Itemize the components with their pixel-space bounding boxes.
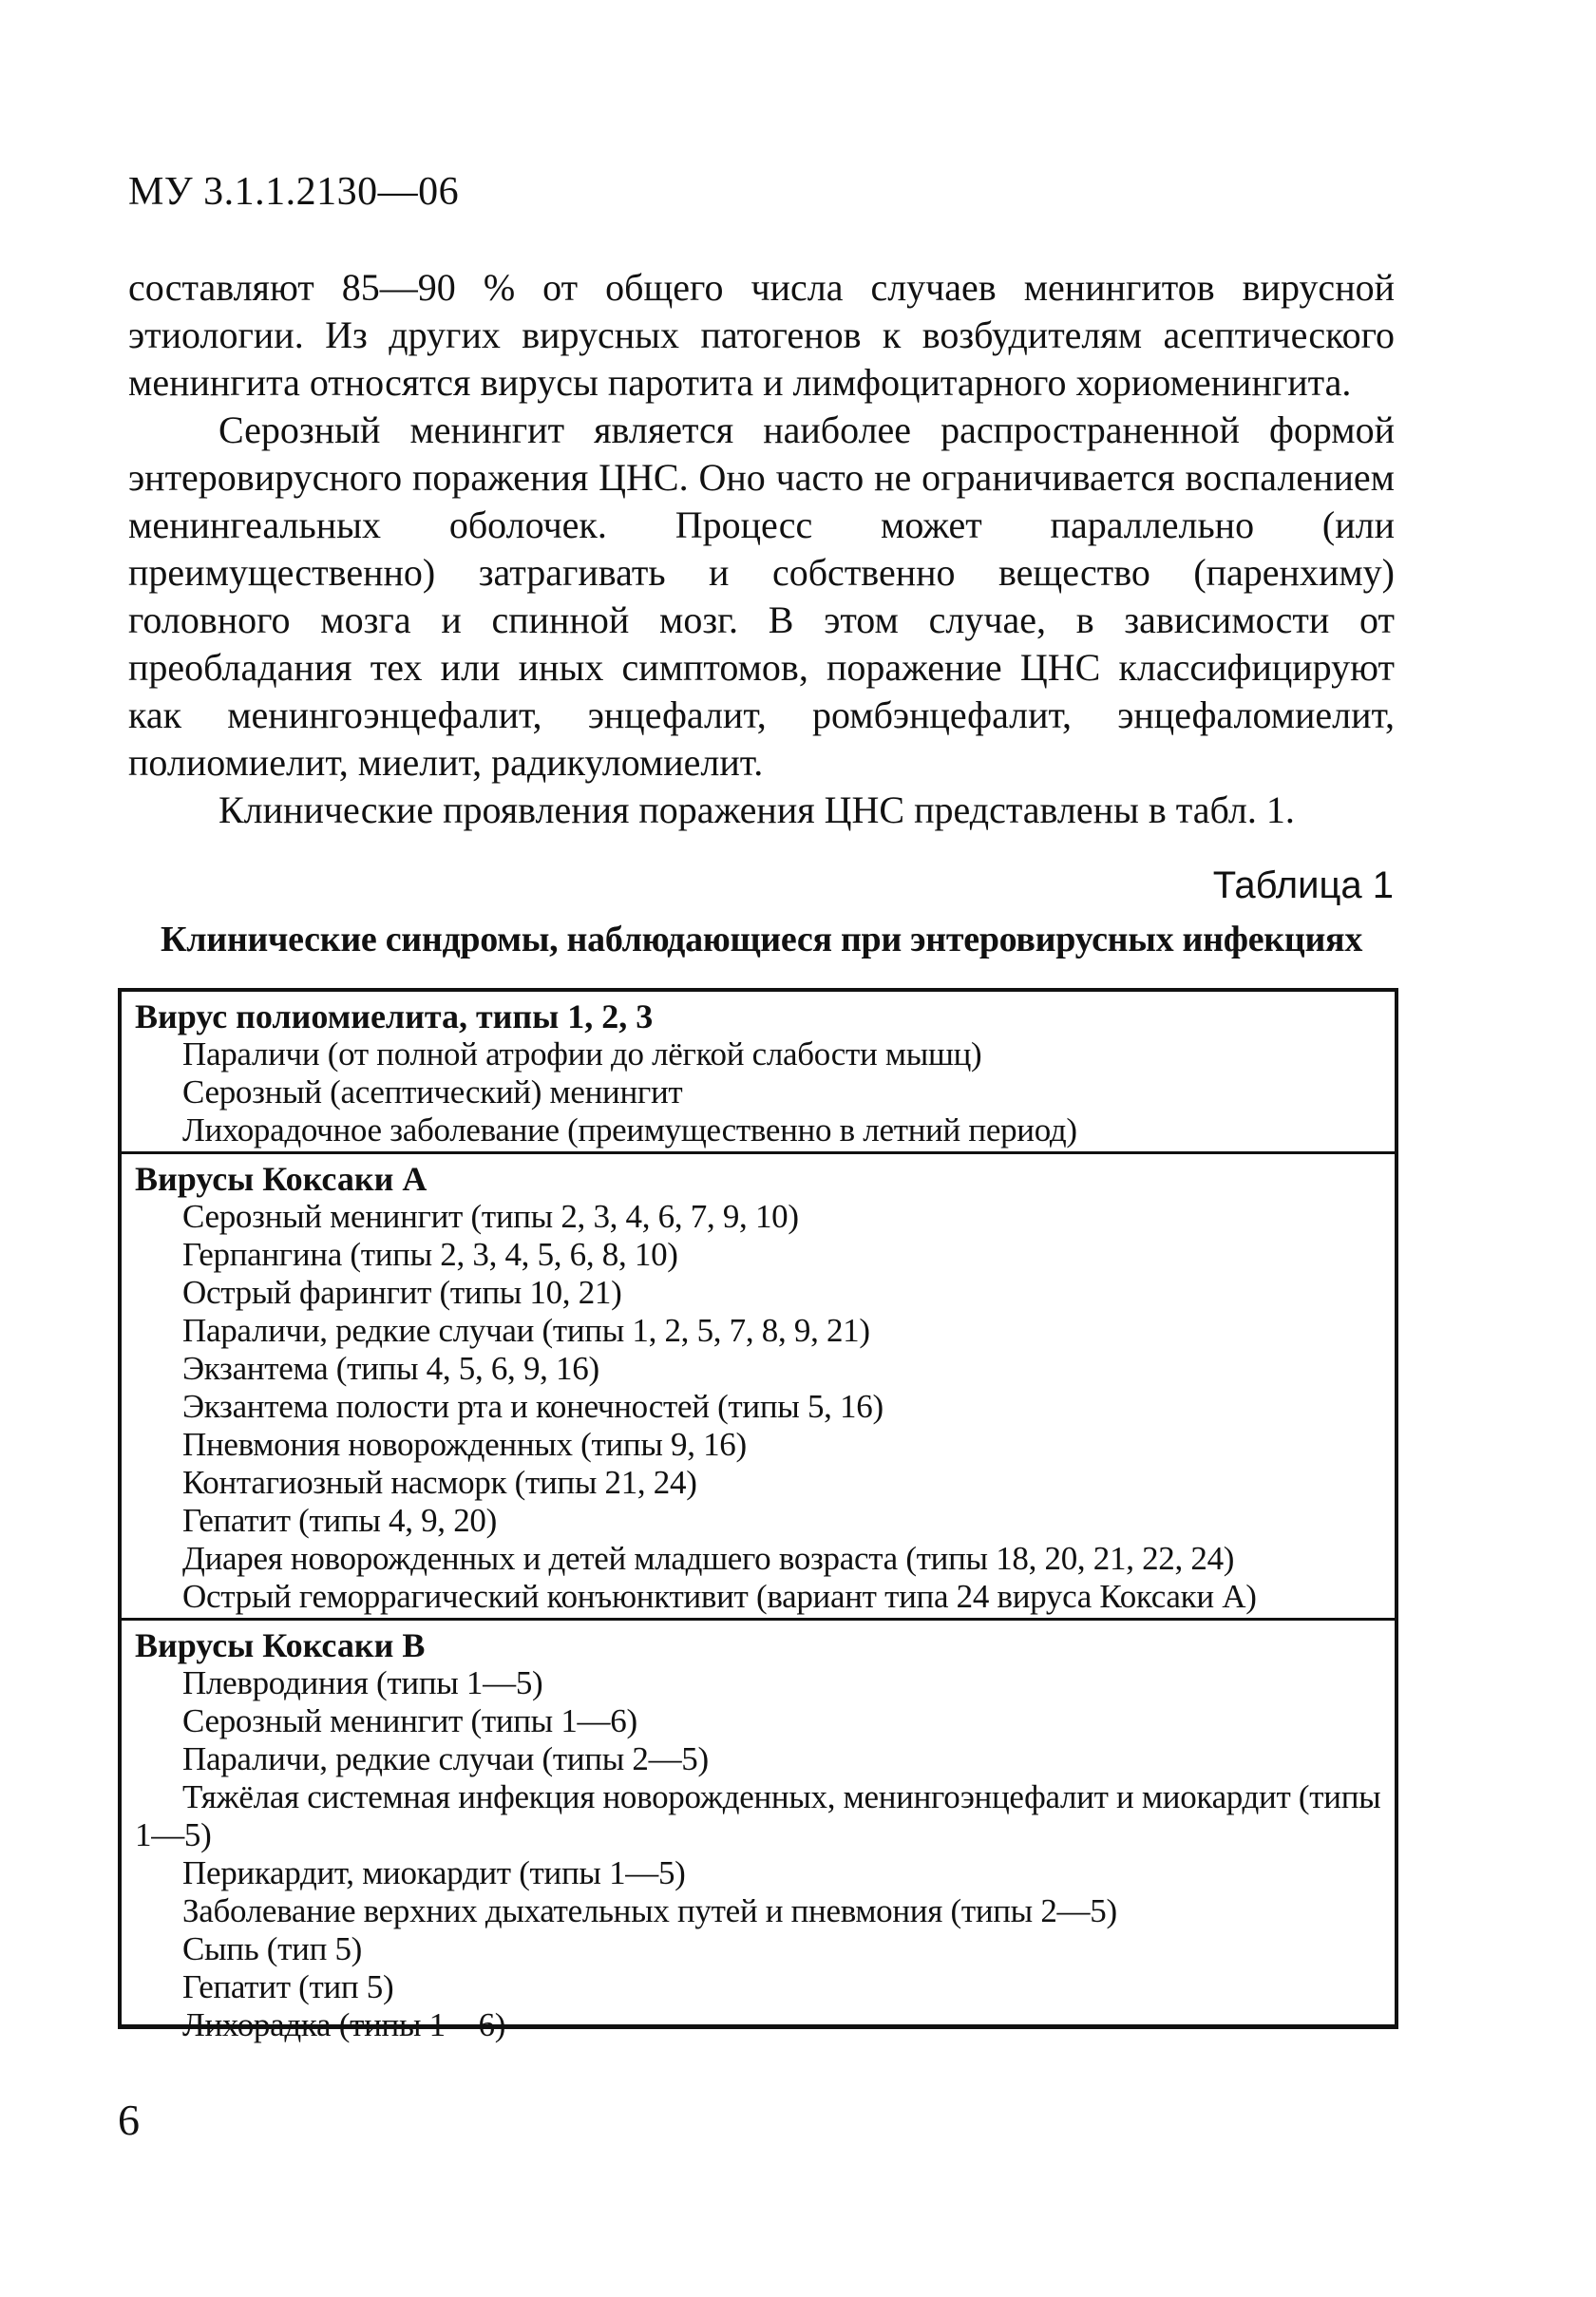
list-item: Заболевание верхних дыхательных путей и пневмония (типы 2—5) bbox=[182, 1892, 1117, 1929]
list-item: Экзантема (типы 4, 5, 6, 9, 16) bbox=[182, 1350, 599, 1387]
list-item: Герпангина (типы 2, 3, 4, 5, 6, 8, 10) bbox=[182, 1236, 678, 1273]
table-section-coxsackie-b bbox=[122, 1621, 1395, 2046]
list-item: Лихорадочное заболевание (преимущественно в летний период) bbox=[182, 1111, 1077, 1148]
list-item: Сыпь (тип 5) bbox=[182, 1930, 363, 1967]
section-title: Вирусы Коксаки А bbox=[135, 1160, 428, 1198]
table-section-poliovirus bbox=[122, 992, 1395, 1154]
list-item: Экзантема полости рта и конечностей (типы 5, 16) bbox=[182, 1388, 884, 1425]
list-item: Параличи (от полной атрофии до лёгкой слабости мышц) bbox=[182, 1035, 982, 1073]
section-title: Вирусы Коксаки В bbox=[135, 1626, 426, 1664]
paragraph-1: составляют 85—90 % от общего числа случаев менингитов вирусной этиологии. Из других вирусных патогенов к возбудителям асептического менингита относятся вирусы паротита и лимфоцитарного хориоменингита. bbox=[128, 266, 1395, 404]
paragraph-2: Серозный менингит является наиболее распространенной формой энтеровирусного поражения ЦНС. Оно часто не ограничивается воспалением менингеальных оболочек. Процесс может параллельно (или преимущественно) затрагивать и собственно вещество (паренхиму) головного мозга и спинной мозг. В этом случае, в зависимости от преобладания тех или иных симптомов, поражение ЦНС классифицируют как менингоэнцефалит, энцефалит, ромбэнцефалит, энцефаломиелит, полиомиелит, миелит, радикуломиелит. bbox=[128, 408, 1395, 784]
section-title: Вирус полиомиелита, типы 1, 2, 3 bbox=[135, 997, 654, 1035]
list-item: Серозный (асептический) менингит bbox=[182, 1073, 683, 1111]
paragraph-3: Клинические проявления поражения ЦНС представлены в табл. 1. bbox=[218, 788, 1295, 831]
list-item: Гепатит (тип 5) bbox=[182, 1968, 394, 2005]
list-item: Серозный менингит (типы 2, 3, 4, 6, 7, 9, 10) bbox=[182, 1198, 799, 1235]
list-item: Острый фарингит (типы 10, 21) bbox=[182, 1274, 622, 1311]
list-item: Диарея новорожденных и детей младшего возраста (типы 18, 20, 21, 22, 24) bbox=[182, 1540, 1235, 1577]
list-item: Контагиозный насморк (типы 21, 24) bbox=[182, 1464, 697, 1501]
list-item: Серозный менингит (типы 1—6) bbox=[182, 1702, 637, 1739]
list-item: Перикардит, миокардит (типы 1—5) bbox=[182, 1854, 686, 1891]
list-item: Лихорадка (типы 1—6) bbox=[182, 2006, 506, 2043]
table-caption: Клинические синдромы, наблюдающиеся при энтеровирусных инфекциях bbox=[160, 920, 1363, 959]
syndromes-table bbox=[118, 988, 1398, 2043]
list-item: Пневмония новорожденных (типы 9, 16) bbox=[182, 1426, 747, 1463]
table-label: Таблица 1 bbox=[1212, 864, 1394, 906]
table-section-coxsackie-a bbox=[122, 1154, 1395, 1621]
list-item: Острый геморрагический конъюнктивит (вариант типа 24 вируса Коксаки А) bbox=[182, 1578, 1257, 1615]
page-number: 6 bbox=[118, 2096, 140, 2144]
list-item: Гепатит (типы 4, 9, 20) bbox=[182, 1502, 497, 1539]
list-item: Параличи, редкие случаи (типы 2—5) bbox=[182, 1740, 709, 1777]
document-code-header: МУ 3.1.1.2130—06 bbox=[128, 170, 460, 214]
list-item: Тяжёлая системная инфекция новорожденных, менингоэнцефалит и миокардит (типы 1—5) bbox=[135, 1778, 1381, 1853]
list-item: Параличи, редкие случаи (типы 1, 2, 5, 7, 8, 9, 21) bbox=[182, 1312, 870, 1349]
list-item: Плевродиния (типы 1—5) bbox=[182, 1664, 543, 1701]
body-text bbox=[128, 264, 1395, 834]
